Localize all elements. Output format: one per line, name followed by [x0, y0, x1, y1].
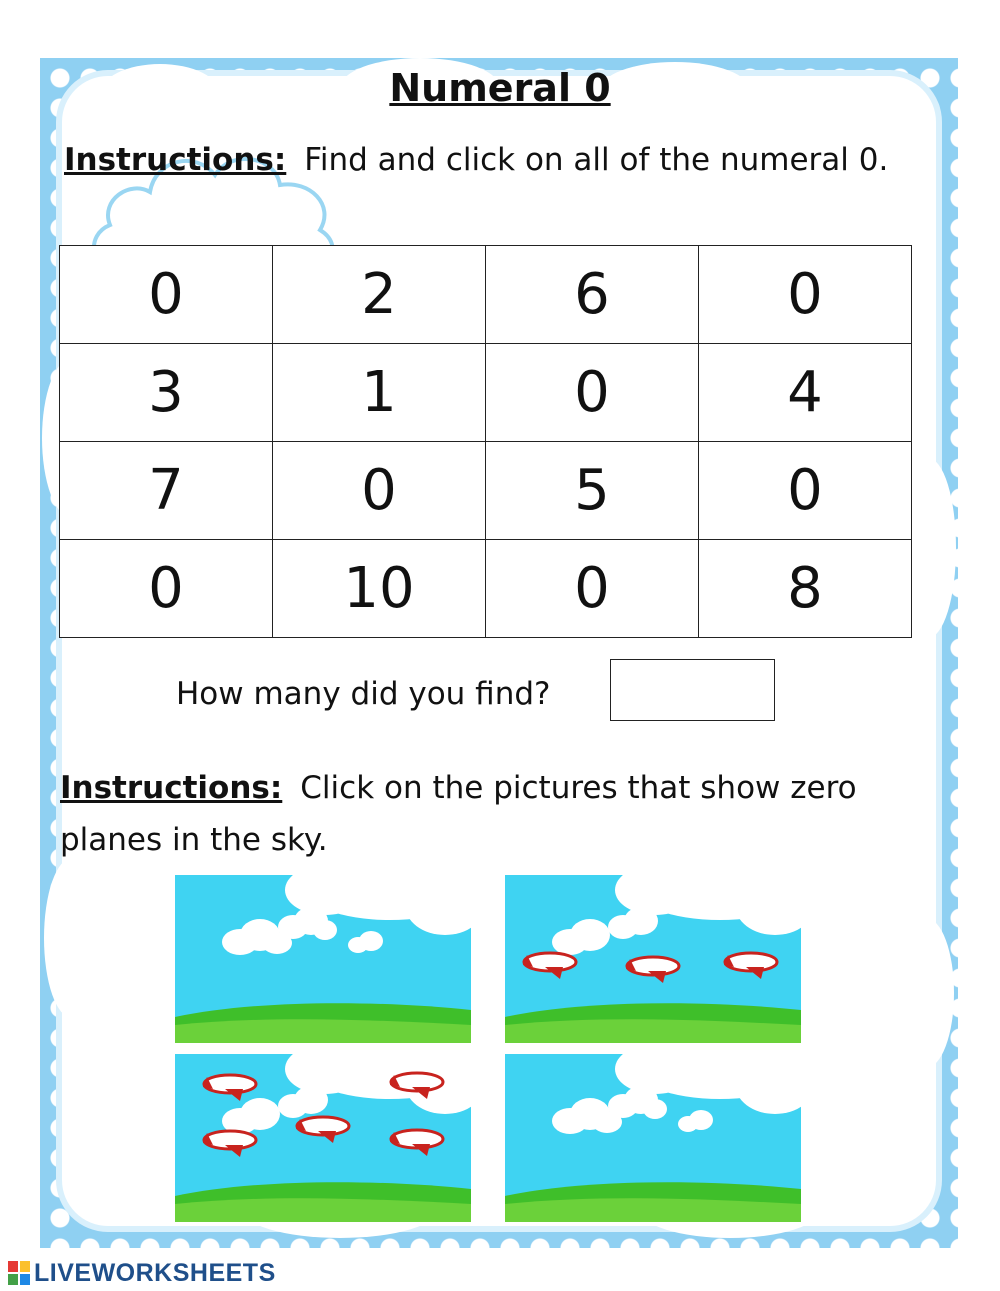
grid-cell[interactable]: 0	[60, 246, 273, 344]
sky-picture-no-planes-1[interactable]	[175, 875, 471, 1043]
grid-cell[interactable]: 0	[273, 442, 486, 540]
cloud-bump	[44, 858, 100, 1018]
grid-cell[interactable]: 10	[273, 540, 486, 638]
brand-name: LIVEWORKSHEETS	[34, 1258, 276, 1287]
grid-cell[interactable]: 8	[699, 540, 912, 638]
grid-cell[interactable]: 7	[60, 442, 273, 540]
sky-picture-no-planes-2[interactable]	[505, 1054, 801, 1222]
grid-cell[interactable]: 1	[273, 344, 486, 442]
sky-picture-three-planes[interactable]	[505, 875, 801, 1043]
sky-picture-five-planes[interactable]	[175, 1054, 471, 1222]
instructions-text: Find and click on all of the numeral 0.	[304, 142, 889, 178]
grid-cell[interactable]: 0	[699, 246, 912, 344]
liveworksheets-brand	[8, 1258, 276, 1288]
grid-cell[interactable]: 6	[486, 246, 699, 344]
grid-cell[interactable]: 0	[699, 442, 912, 540]
grid-cell[interactable]: 5	[486, 442, 699, 540]
grid-cell[interactable]: 0	[60, 540, 273, 638]
instructions-label: Instructions:	[64, 142, 287, 178]
count-answer-input[interactable]	[610, 659, 775, 721]
numeral-grid	[59, 245, 912, 638]
instructions-zero-planes	[60, 762, 930, 866]
count-question: How many did you find?	[176, 676, 551, 712]
instructions-text: Click on the pictures that show zero planes in the sky.	[60, 770, 857, 858]
liveworksheets-logo-icon	[8, 1261, 30, 1285]
grid-cell[interactable]: 0	[486, 540, 699, 638]
page-title: Numeral 0	[389, 66, 611, 110]
grid-cell[interactable]: 4	[699, 344, 912, 442]
instructions-find-numeral	[64, 142, 888, 178]
cloud-bump	[898, 918, 954, 1068]
grid-cell[interactable]: 0	[486, 344, 699, 442]
grid-cell[interactable]: 2	[273, 246, 486, 344]
instructions-label: Instructions:	[60, 770, 283, 806]
grid-cell[interactable]: 3	[60, 344, 273, 442]
